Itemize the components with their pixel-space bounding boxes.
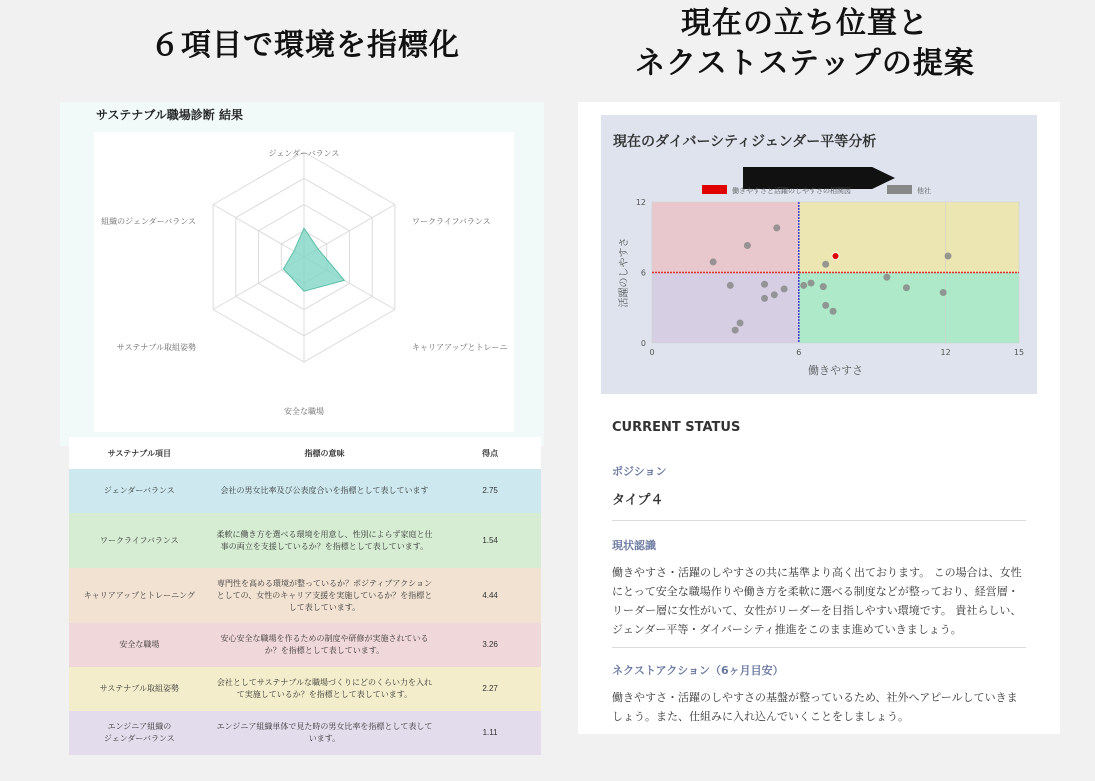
other-company-point <box>732 327 739 334</box>
other-company-point <box>761 295 768 302</box>
y-tick-label: 12 <box>635 198 646 207</box>
item-score-cell: 3.26 <box>482 640 498 649</box>
radar-axis-label: 組織のジェンダーバランス <box>101 217 196 226</box>
other-company-point <box>771 291 778 298</box>
item-desc-cell: 柔軟に働き方を選べる環境を用意し、性別によらず家庭と仕事の両立を支援しているか？を指標として表しています。 <box>216 529 433 551</box>
legend-label-gray: 他社 <box>917 187 931 195</box>
table-row <box>69 568 541 623</box>
item-desc-cell: 会社としてサステナブルな職場づくりにどのくらい力を入れて実施しているか？を指標として表しています。 <box>216 678 433 699</box>
other-company-point <box>727 282 734 289</box>
radar-axis-label: キャリアアップとトレーニ <box>412 343 508 352</box>
x-axis-label: 働きやすさ <box>808 364 863 377</box>
other-company-point <box>820 283 827 290</box>
item-desc-cell: 専門性を高める環境が整っているか？ポジティブアクションとしての、女性のキャリア支援を実施しているか？を指標として表しています。 <box>216 578 433 612</box>
item-name-cell: サステナブル取組姿勢 <box>99 684 179 693</box>
item-name-cell: エンジニア組織の ジェンダーバランス <box>103 722 175 743</box>
x-tick-label: 15 <box>1013 348 1025 357</box>
other-company-point <box>822 261 829 268</box>
other-company-point <box>903 284 910 291</box>
quadrant-bottom-right <box>799 273 1019 344</box>
table-row <box>69 513 541 568</box>
status-panel <box>578 102 1060 734</box>
item-score-cell: 2.27 <box>482 684 498 693</box>
other-company-point <box>808 280 815 287</box>
right-heading <box>570 4 1040 84</box>
radar-axis-label: ジェンダーバランス <box>268 149 340 158</box>
other-company-point <box>761 281 768 288</box>
diagnosis-title: サステナブル職場診断 結果 <box>96 108 243 122</box>
quadrant-top-left <box>652 202 799 273</box>
current-status-section <box>612 420 1026 734</box>
item-score-cell: 2.75 <box>482 486 498 495</box>
next-action-label: ネクストアクション（6ヶ月目安） <box>612 664 784 677</box>
other-company-point <box>710 258 717 265</box>
other-company-point <box>781 285 788 292</box>
table-row <box>69 623 541 667</box>
right-heading-line1: 現在の立ち位置と <box>681 6 929 41</box>
item-score-cell: 4.44 <box>482 590 498 600</box>
next-action-text: 働きやすさ・活躍のしやすさの基盤が整っているため、社外へアピールしていきましょう。また、仕組みに入れ込んでいくことをしましょう。 <box>612 691 1018 723</box>
table-row <box>69 711 541 755</box>
other-company-point <box>800 282 807 289</box>
position-label: ポジション <box>612 465 667 478</box>
x-tick-label: 0 <box>649 348 655 357</box>
own-company-point <box>832 253 839 260</box>
diagnosis-panel <box>60 102 544 446</box>
table-header-row <box>69 437 541 469</box>
current-recognition-text: 働きやすさ・活躍のしやすさの共に基準より高く出ております。 この場合は、女性にとって安全な職場作りや働き方を柔軟に選べる制度などが整っており、経営層・リーダー層に女性がいて、女性がリーダーを目指しやすい環境です。 貴社らしい、ジェンダー平等・ダイバーシティ推進をこのまま進めていきましょう。 <box>612 563 1026 648</box>
scatter-chart <box>601 115 1037 394</box>
header-item: サステナブル項目 <box>69 437 210 469</box>
radar-chart <box>94 132 514 432</box>
quadrant-bottom-left <box>652 273 799 344</box>
other-company-point <box>945 253 952 260</box>
y-tick-label: 6 <box>640 268 646 278</box>
table-row <box>69 667 541 711</box>
table-body <box>69 469 541 755</box>
other-company-point <box>773 224 780 231</box>
score-table <box>69 437 541 755</box>
item-score-cell: 1.54 <box>482 535 498 545</box>
item-name-cell: ワークライフバランス <box>100 535 179 545</box>
item-score-cell: 1.11 <box>482 728 498 737</box>
left-heading: ６項目で環境を指標化 <box>150 28 460 63</box>
item-name-cell: ジェンダーバランス <box>103 486 175 495</box>
current-recognition-label: 現状認識 <box>612 539 656 552</box>
table-row <box>69 469 541 513</box>
other-company-point <box>737 320 744 327</box>
legend-label-red: 働きやすさと活躍のしやすさの相関図 <box>732 187 851 195</box>
radar-axis-label: 安全な職場 <box>284 407 324 416</box>
item-desc-cell: 会社の男女比率及び公表度合いを指標として表しています <box>220 486 429 495</box>
x-tick-label: 12 <box>940 348 951 357</box>
current-status-heading: CURRENT STATUS <box>612 420 741 435</box>
other-company-point <box>822 302 829 309</box>
analysis-title: 現在のダイバーシティジェンダー平等分析 <box>613 134 877 150</box>
item-desc-cell: エンジニア組織単体で見た時の男女比率を指標として表しています。 <box>216 722 433 743</box>
right-heading-line2: ネクストステップの提案 <box>635 46 975 81</box>
header-score: 得点 <box>439 437 541 469</box>
quadrant-top-right <box>799 202 1019 273</box>
item-name-cell: キャリアアップとトレーニング <box>83 590 195 600</box>
y-tick-label: 0 <box>640 339 646 348</box>
radar-axis-label: ワークライフバランス <box>412 217 491 226</box>
analysis-card <box>601 115 1037 394</box>
header-meaning: 指標の意味 <box>210 437 440 469</box>
legend-swatch-gray <box>887 185 912 194</box>
x-tick-label: 6 <box>796 348 802 357</box>
radar-svg <box>94 132 514 432</box>
item-desc-cell: 安心安全な職場を作るための制度や研修が実施されているか？を指標として表しています。 <box>220 634 429 655</box>
legend-swatch-red <box>702 185 727 194</box>
item-name-cell: 安全な職場 <box>119 640 160 649</box>
radar-axis-label: サステナブル取組姿勢 <box>116 343 196 352</box>
other-company-point <box>883 274 890 281</box>
other-company-point <box>940 289 947 296</box>
other-company-point <box>744 242 751 249</box>
y-axis-label: 活躍のしやすさ <box>619 237 630 308</box>
position-value: タイプ４ <box>612 489 1026 521</box>
other-company-point <box>830 308 837 315</box>
